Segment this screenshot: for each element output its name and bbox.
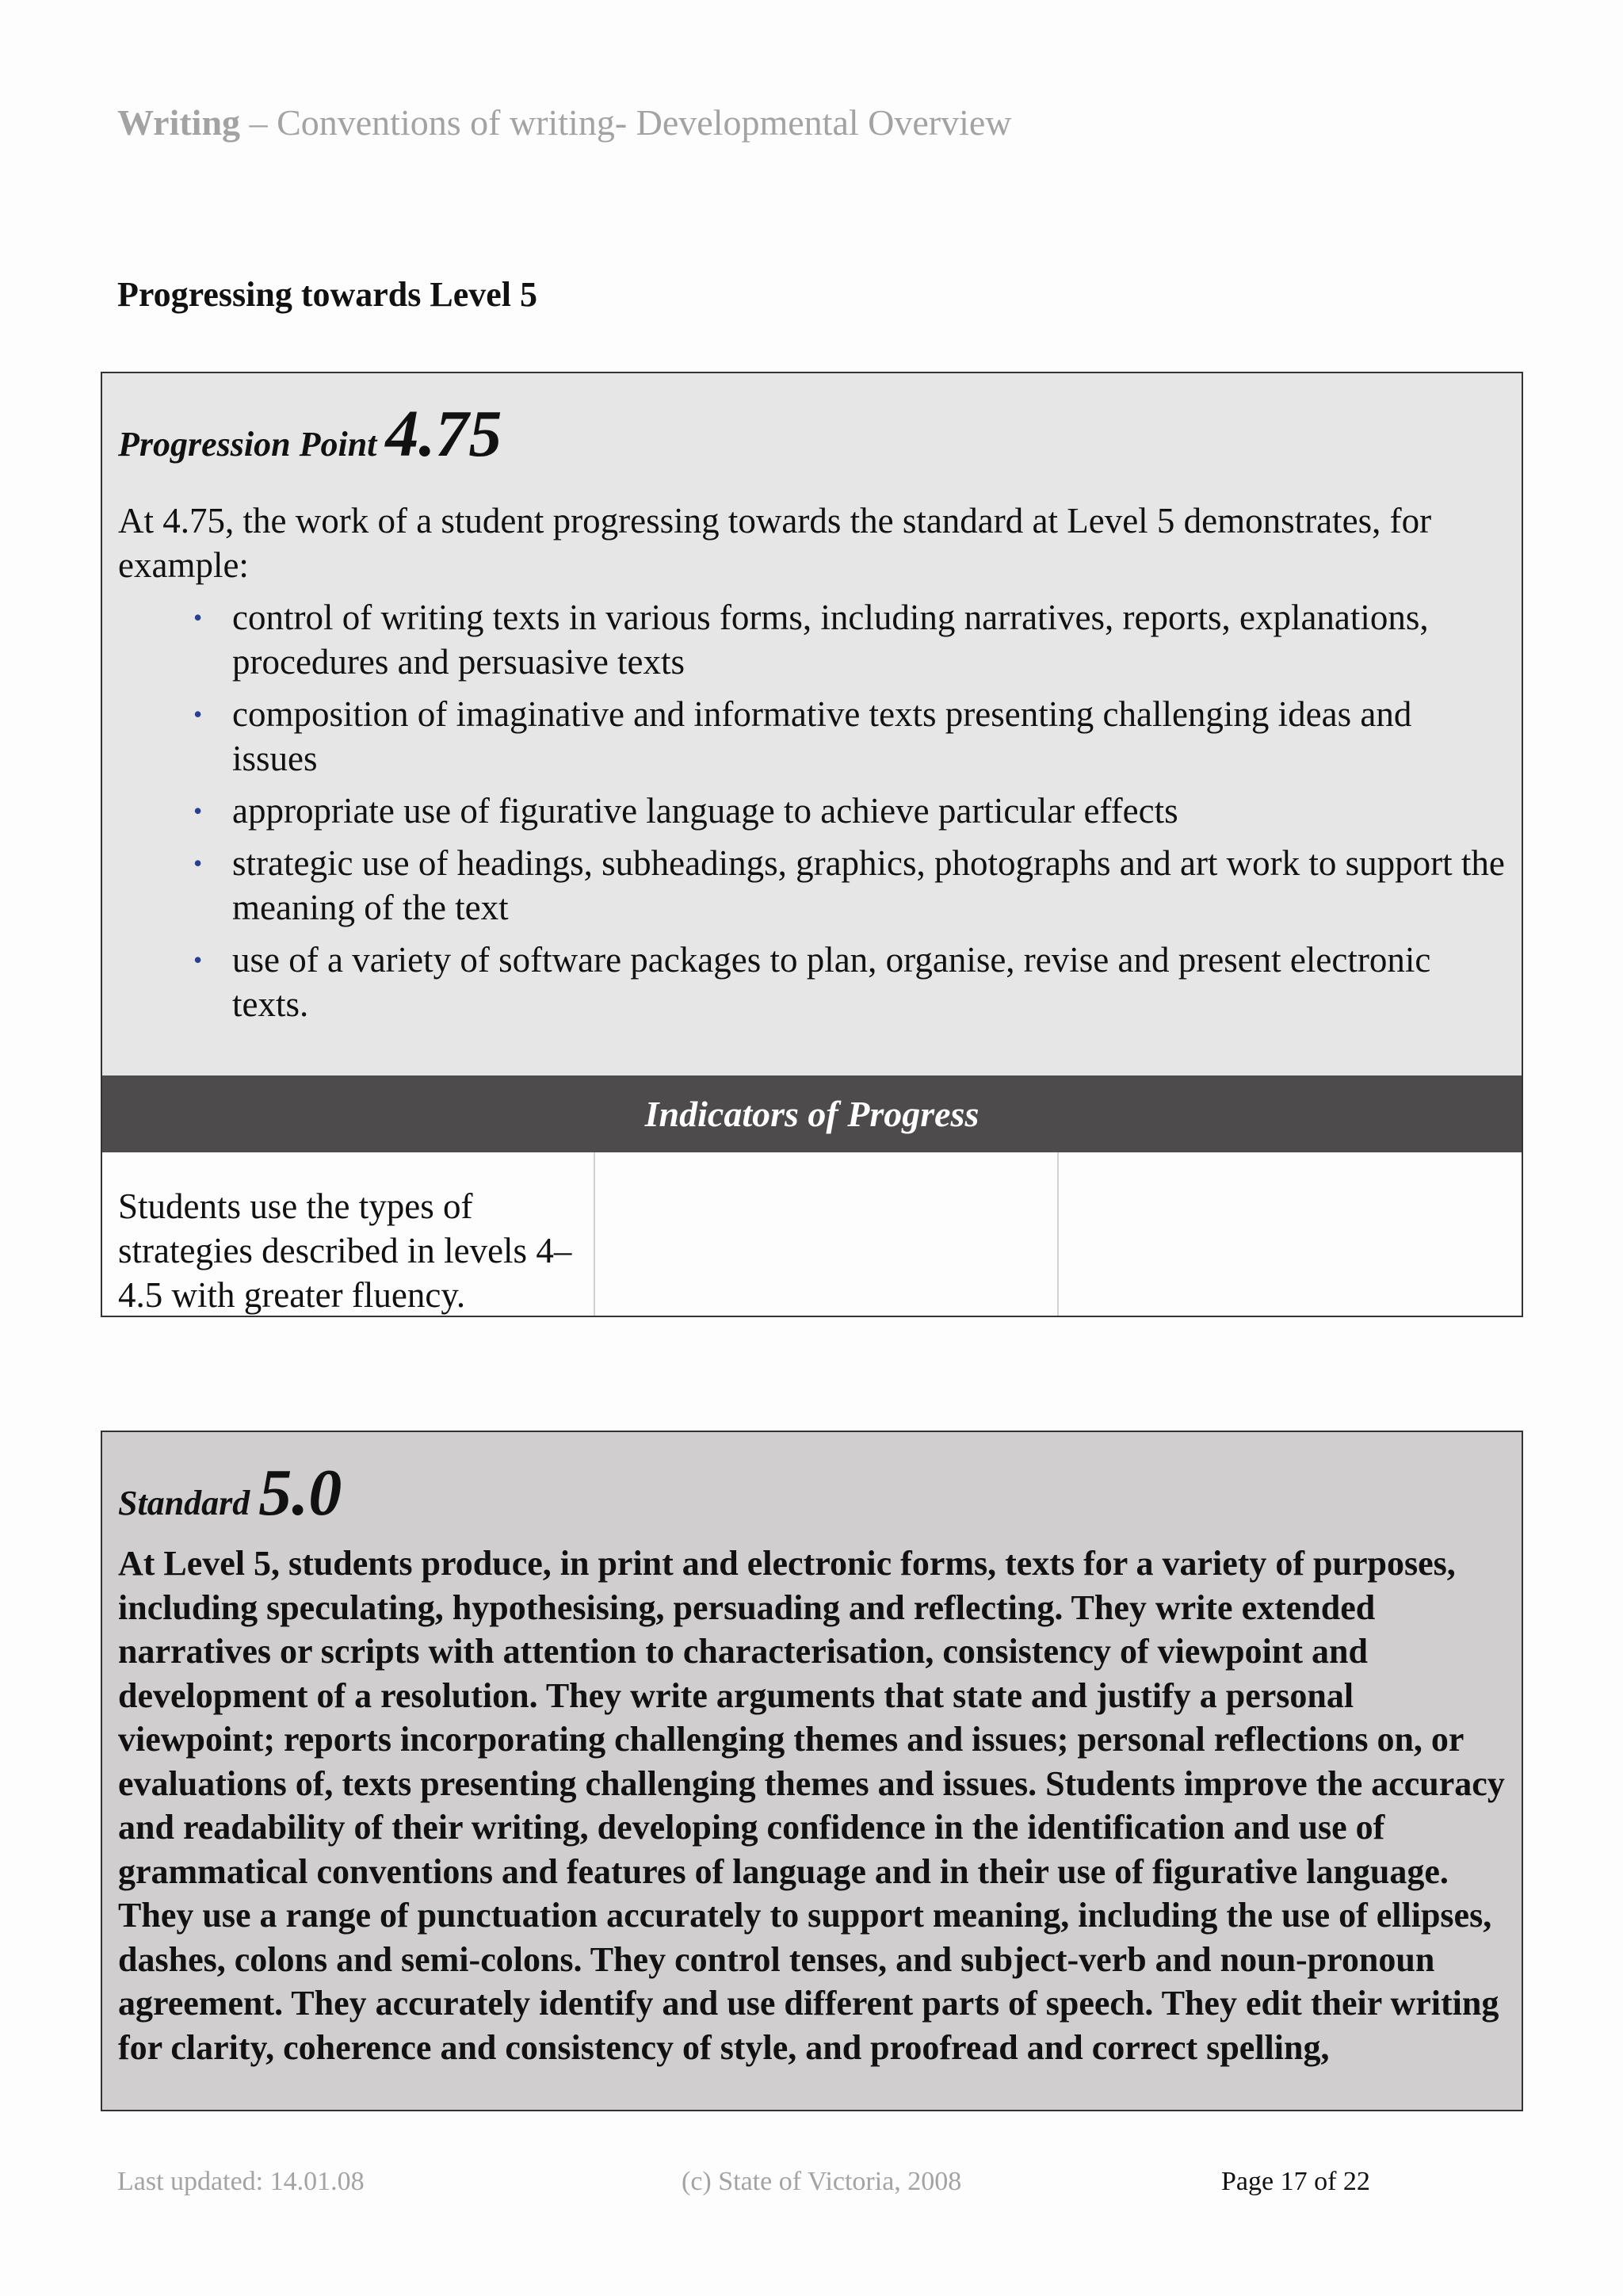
indicators-of-progress-heading: Indicators of Progress — [102, 1075, 1522, 1152]
bullet-item — [102, 789, 1505, 833]
bullet-text: composition of imaginative and informative texts presenting challenging ideas and issues — [232, 694, 1412, 778]
footer-page-number: Page 17 of 22 — [1221, 2167, 1370, 2196]
progression-point-number: 4.75 — [385, 397, 502, 471]
standard-text: At Level 5, students produce, in print and electronic forms, texts for a variety of purposes, including speculating, hypothesising, persuading and reflecting. They write extended narratives or scripts with attention to characterisation, consistency of viewpoint and development of a resolution. They write arguments that state and justify a personal viewpoint; reports incorporating challenging themes and issues; personal reflections on, or evaluations of, texts presenting challenging themes and issues. Students improve the accuracy and readability of their writing, developing confidence in the identification and use of grammatical conventions and features of language and in their use of figurative language. They use a range of punctuation accurately to support meaning, including the use of ellipses, dashes, colons and semi-colons. They control tenses, and subject-verb and noun-pronoun agreement. They accurately identify and use different parts of speech. They edit their writing for clarity, coherence and consistency of style, and proofread and correct spelling, — [118, 1544, 1505, 2067]
bullet-item — [102, 595, 1505, 684]
progression-point-heading — [118, 395, 502, 472]
standard-heading — [118, 1454, 342, 1531]
progression-intro: At 4.75, the work of a student progressing towards the standard at Level 5 demonstrates, for example: — [118, 501, 1432, 585]
bullet-text: appropriate use of figurative language to achieve particular effects — [232, 791, 1178, 831]
bullet-item — [102, 841, 1505, 930]
bullet-item — [102, 938, 1505, 1026]
bullet-icon: • — [193, 700, 203, 728]
header-subtitle: – Conventions of writing- Developmental Overview — [240, 102, 1012, 143]
standard-number: 5.0 — [258, 1456, 342, 1530]
bullet-icon: • — [193, 849, 203, 877]
bullet-icon: • — [193, 797, 203, 825]
document-header — [117, 101, 1012, 143]
bullet-icon: • — [193, 603, 203, 632]
standard-box — [101, 1431, 1523, 2111]
footer-last-updated: Last updated: 14.01.08 — [117, 2167, 365, 2196]
bullet-text: control of writing texts in various forms, including narratives, reports, explanations, procedures and persuasive texts — [232, 598, 1429, 682]
bullet-text: use of a variety of software packages to plan, organise, revise and present electronic texts. — [232, 940, 1431, 1024]
progression-point-box — [101, 372, 1523, 1317]
footer-copyright: (c) State of Victoria, 2008 — [682, 2167, 962, 2196]
progression-point-label: Progression Point — [118, 425, 386, 464]
indicator-cell — [1059, 1152, 1522, 1316]
bullet-item — [102, 692, 1505, 781]
bullet-icon: • — [193, 946, 203, 974]
section-title: Progressing towards Level 5 — [117, 275, 537, 314]
indicators-table-row — [102, 1152, 1522, 1316]
progression-bullet-list — [102, 595, 1505, 1034]
indicator-cell — [595, 1152, 1060, 1316]
standard-label: Standard — [118, 1484, 259, 1522]
header-subject: Writing — [117, 102, 241, 143]
indicator-cell: Students use the types of strategies described in levels 4–4.5 with greater fluency. — [102, 1152, 595, 1316]
bullet-text: strategic use of headings, subheadings, graphics, photographs and art work to support the meaning of the text — [232, 843, 1505, 927]
